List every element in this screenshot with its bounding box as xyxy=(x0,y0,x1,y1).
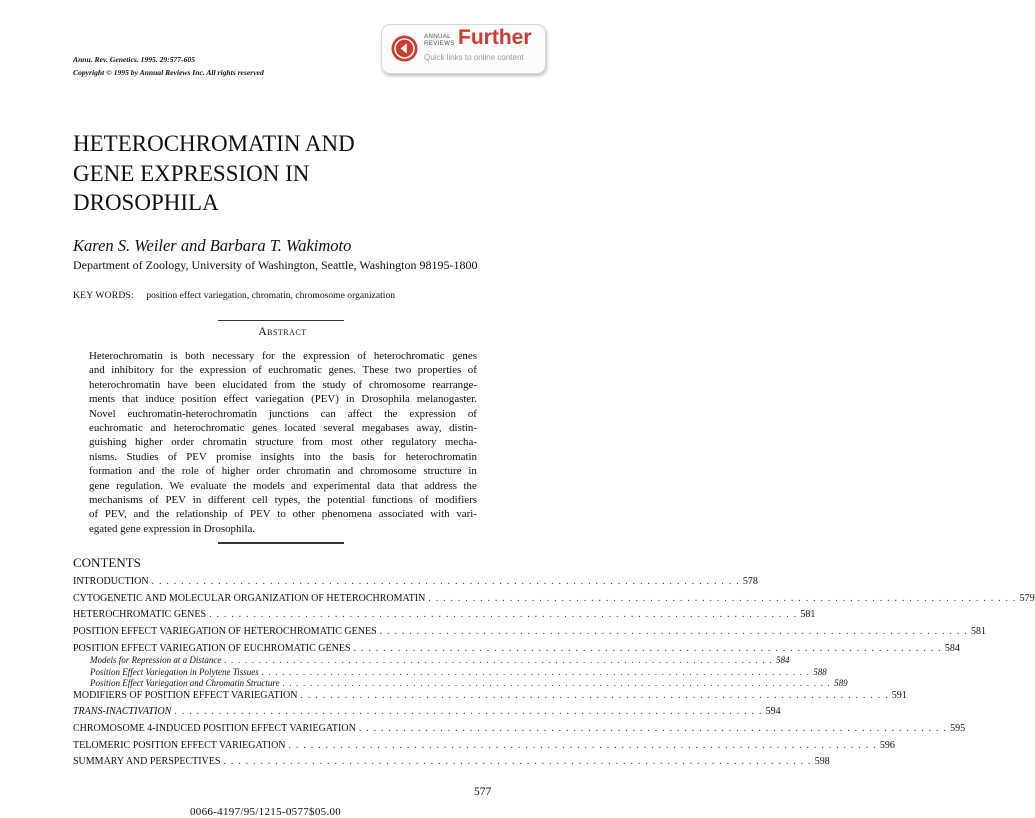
toc-entry xyxy=(73,609,816,626)
toc-entry-title: CYTOGENETIC AND MOLECULAR ORGANIZATION OF HETEROCHROMATIN xyxy=(73,592,426,604)
toc-entry-title: TRANS-INACTIVATION xyxy=(73,706,172,718)
table-of-contents xyxy=(73,576,1035,773)
toc-leader-dots: . . . . . . . . . . . . . . . . . . . . . . . . . . . . . . . . . . . . . . . . . . . . . . . . . . . . . . . . . . . . . . . . . . . . . . . . . . . . . . . . xyxy=(428,592,1017,604)
toc-subentry xyxy=(73,678,848,689)
keywords xyxy=(73,290,395,301)
affiliation: Department of Zoology, University of Washington, Seattle, Washington 98195-1800 xyxy=(73,258,478,272)
toc-entry-page: 598 xyxy=(814,756,830,768)
toc-entry-title: POSITION EFFECT VARIEGATION OF EUCHROMATIC GENES xyxy=(73,642,351,654)
keywords-value: position effect variegation, chromatin, chromosome organization xyxy=(146,290,396,301)
toc-leader-dots: . . . . . . . . . . . . . . . . . . . . . . . . . . . . . . . . . . . . . . . . . . . . . . . . . . . . . . . . . . . . . . . . . . . . . . . . . . . . . . . . xyxy=(288,739,877,751)
title-line: DROSOPHILA xyxy=(73,190,219,215)
further-subtitle: Quick links to online content xyxy=(424,53,524,62)
toc-entry-page: 589 xyxy=(834,678,848,689)
keywords-label: KEY WORDS: xyxy=(73,290,134,301)
toc-entry-title: INTRODUCTION xyxy=(73,576,149,587)
toc-leader-dots: . . . . . . . . . . . . . . . . . . . . . . . . . . . . . . . . . . . . . . . . . . . . . . . . . . . . . . . . . . . . . . . . . . . . . . . . . . . . . . . . xyxy=(353,642,942,654)
abstract-line: gene regulation. We evaluate the models and experimental data that address the xyxy=(89,479,477,492)
toc-entry-title: MODIFIERS OF POSITION EFFECT VARIEGATION xyxy=(73,689,298,701)
toc-entry xyxy=(73,689,907,707)
toc-entry xyxy=(73,706,781,723)
abstract-line: nisms. Studies of PEV promise insights into the basis for heterochromatin xyxy=(89,450,477,463)
toc-entry xyxy=(73,722,966,740)
toc-entry xyxy=(73,592,1035,610)
toc-leader-dots: . . . . . . . . . . . . . . . . . . . . . . . . . . . . . . . . . . . . . . . . . . . . . . . . . . . . . . . . . . . . . . . . . . . . . . . . . . . . . . . . xyxy=(223,756,812,768)
wordmark-annual: ANNUAL xyxy=(424,33,451,40)
abstract-line: and inhibitory for the expression of euchromatic genes. These two properties of xyxy=(89,364,477,377)
abstract-divider-bottom xyxy=(218,542,344,544)
toc-leader-dots: . . . . . . . . . . . . . . . . . . . . . . . . . . . . . . . . . . . . . . . . . . . . . . . . . . . . . . . . . . . . . . . . . . . . . . . . . . . . . . . . xyxy=(358,722,948,734)
annual-reviews-wordmark xyxy=(424,33,455,47)
toc-leader-dots: . . . . . . . . . . . . . . . . . . . . . . . . . . . . . . . . . . . . . . . . . . . . . . . . . . . . . . . . . . . . . . . . . . . . . . . . . . . . . . . . xyxy=(300,689,889,701)
abstract-line: Novel euchromatin-heterochromatin junctions can affect the expression of xyxy=(89,407,477,420)
toc-leader-dots: . . . . . . . . . . . . . . . . . . . . . . . . . . . . . . . . . . . . . . . . . . . . . . . . . . . . . . . . . . . . . . . . . . . . . . . . . . . . . . . . xyxy=(174,706,763,718)
toc-entry-page: 584 xyxy=(944,642,960,654)
toc-leader-dots: . . . . . . . . . . . . . . . . . . . . . . . . . . . . . . . . . . . . . . . . . . . . . . . . . . . . . . . . . . . . . . . . . . . . . . . . . . . . . . . . xyxy=(151,576,740,587)
abstract-line: formation and the role of higher order chromatin and chromosome structure in xyxy=(89,465,477,478)
toc-leader-dots: . . . . . . . . . . . . . . . . . . . . . . . . . . . . . . . . . . . . . . . . . . . . . . . . . . . . . . . . . . . . . . . . . . . . . . . . . . . . . . . . xyxy=(282,678,832,689)
toc-entry xyxy=(73,576,758,593)
toc-entry-title: Position Effect Variegation in Polytene Tissues xyxy=(90,666,259,677)
toc-entry-title: CHROMOSOME 4-INDUCED POSITION EFFECT VARIEGATION xyxy=(73,722,356,734)
toc-entry-title: POSITION EFFECT VARIEGATION OF HETEROCHROMATIC GENES xyxy=(73,626,377,638)
journal-citation xyxy=(73,53,264,79)
page-number: 577 xyxy=(474,786,492,798)
article-title xyxy=(73,129,355,218)
toc-entry-page: 579 xyxy=(1019,592,1035,604)
abstract-line: of PEV, and the relationship of PEV to other phenomena associated with vari- xyxy=(89,508,477,521)
toc-entry-page: 591 xyxy=(891,689,907,701)
authors: Karen S. Weiler and Barbara T. Wakimoto xyxy=(73,236,352,255)
toc-subentry xyxy=(73,655,790,666)
abstract-divider-top xyxy=(218,320,344,321)
abstract-text xyxy=(89,349,477,536)
toc-leader-dots: . . . . . . . . . . . . . . . . . . . . . . . . . . . . . . . . . . . . . . . . . . . . . . . . . . . . . . . . . . . . . . . . . . . . . . . . . . . . . . . . xyxy=(379,626,968,638)
toc-entry xyxy=(73,756,830,773)
toc-entry-title: TELOMERIC POSITION EFFECT VARIEGATION xyxy=(73,739,286,751)
title-line: GENE EXPRESSION IN xyxy=(73,160,310,186)
toc-entry-page: 581 xyxy=(970,626,986,638)
wordmark-reviews: REVIEWS xyxy=(424,40,455,47)
toc-leader-dots: . . . . . . . . . . . . . . . . . . . . . . . . . . . . . . . . . . . . . . . . . . . . . . . . . . . . . . . . . . . . . . . . . . . . . . . . . . . . . . . . xyxy=(209,609,798,621)
toc-entry xyxy=(73,626,986,643)
toc-entry-page: 581 xyxy=(800,609,816,621)
toc-entry-title: SUMMARY AND PERSPECTIVES xyxy=(73,756,221,768)
toc-entry-page: 594 xyxy=(765,706,781,718)
toc-entry-page: 588 xyxy=(813,666,827,677)
toc-subentry xyxy=(73,666,827,678)
abstract-line: ments that induce position effect variegation (PEV) in Drosophila melanogaster. xyxy=(89,393,477,406)
toc-entry-page: 596 xyxy=(879,739,895,751)
title-line: HETEROCHROMATIN AND xyxy=(73,131,355,156)
toc-entry-page: 584 xyxy=(775,655,790,666)
abstract-line: Heterochromatin is both necessary for the expression of heterochromatic genes xyxy=(89,350,477,362)
toc-entry-page: 578 xyxy=(742,576,758,587)
abstract-line: heterochromatin have been elucidated from the study of chromosome rearrange- xyxy=(89,378,477,391)
abstract-line: egated gene expression in Drosophila. xyxy=(89,522,256,535)
abstract-line: euchromatic and heterochromatic genes located several megabases away, distin- xyxy=(89,421,477,434)
toc-leader-dots: . . . . . . . . . . . . . . . . . . . . . . . . . . . . . . . . . . . . . . . . . . . . . . . . . . . . . . . . . . . . . . . . . . . . . . . . . . . . . . . . xyxy=(261,666,811,677)
abstract-line: mechanisms of PEV in different cell types, the potential functions of modifiers xyxy=(89,493,477,506)
further-badge[interactable] xyxy=(381,24,546,74)
abstract-heading: Abstract xyxy=(258,326,307,338)
journal-citation-line: Annu. Rev. Genetics. 1995. 29:577-605 xyxy=(73,55,196,64)
toc-entry-title: Position Effect Variegation and Chromatin Structure xyxy=(90,678,280,689)
further-label: Further xyxy=(458,26,532,49)
toc-entry-title: Models for Repression at a Distance xyxy=(90,655,222,666)
footer-code: 0066-4197/95/1215-0577$05.00 xyxy=(190,806,342,818)
contents-heading: CONTENTS xyxy=(73,555,141,570)
copyright-line: Copyright © 1995 by Annual Reviews Inc. All rights reserved xyxy=(73,68,264,77)
toc-entry xyxy=(73,739,895,757)
toc-entry-page: 595 xyxy=(950,722,966,734)
play-arrow-icon xyxy=(391,35,418,62)
abstract-line: guishing higher order chromatin structure from most other regulatory mecha- xyxy=(89,436,477,449)
toc-leader-dots: . . . . . . . . . . . . . . . . . . . . . . . . . . . . . . . . . . . . . . . . . . . . . . . . . . . . . . . . . . . . . . . . . . . . . . . . . . . . . . . . xyxy=(224,655,773,666)
toc-entry-title: HETEROCHROMATIC GENES xyxy=(73,609,207,621)
